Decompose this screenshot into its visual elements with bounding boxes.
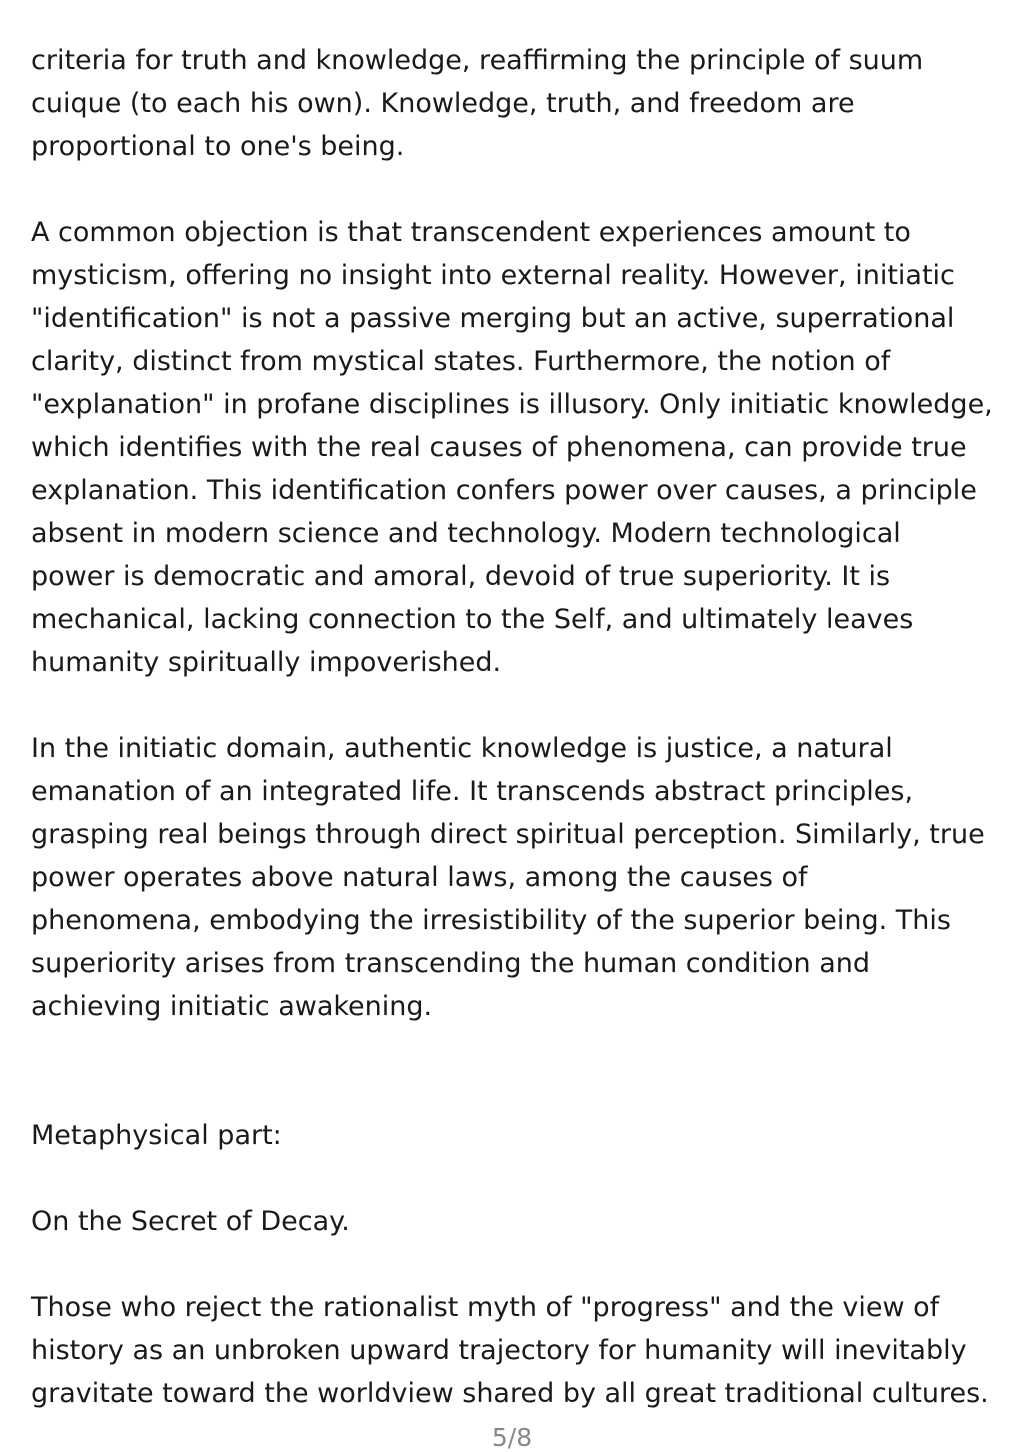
text-line: phenomena, embodying the irresistibility of the superior being. This (31, 905, 951, 936)
text-line: mysticism, offering no insight into external reality. However, initiatic (31, 260, 955, 291)
text-line: A common objection is that transcendent experiences amount to (31, 217, 911, 248)
text-line: achieving initiatic awakening. (31, 991, 433, 1022)
text-line: superiority arises from transcending the human condition and (31, 948, 871, 979)
text-line: history as an unbroken upward trajectory for humanity will inevitably (31, 1335, 967, 1366)
text-line: cuique (to each his own). Knowledge, truth, and freedom are (31, 88, 855, 119)
section-label (31, 1114, 997, 1157)
text-line: In the initiatic domain, authentic knowledge is justice, a natural (31, 733, 893, 764)
text-line: power operates above natural laws, among the causes of (31, 862, 808, 893)
text-line: proportional to one's being. (31, 131, 405, 162)
text-line: criteria for truth and knowledge, reaffirming the principle of suum (31, 45, 924, 76)
text-line: emanation of an integrated life. It transcends abstract principles, (31, 776, 914, 807)
text-line: explanation. This identification confers power over causes, a principle (31, 475, 977, 506)
text-line: grasping real beings through direct spiritual perception. Similarly, true (31, 819, 985, 850)
section-title (31, 1200, 997, 1243)
paragraph-suum-cuique (31, 39, 997, 168)
text-line: Those who reject the rationalist myth of "progress" and the view of (31, 1292, 940, 1323)
paragraph-common-objection (31, 211, 997, 684)
text-line: which identifies with the real causes of phenomena, can provide true (31, 432, 967, 463)
paragraph-initiatic-domain (31, 727, 997, 1028)
paragraph-spacer (31, 1157, 997, 1200)
section-spacer (31, 1028, 997, 1114)
section-title-text: On the Secret of Decay. (31, 1206, 350, 1237)
text-line: mechanical, lacking connection to the Self, and ultimately leaves (31, 604, 914, 635)
text-line: absent in modern science and technology. Modern technological (31, 518, 901, 549)
document-page (31, 39, 997, 1415)
text-line: gravitate toward the worldview shared by all great traditional cultures. (31, 1378, 989, 1409)
text-line: humanity spiritually impoverished. (31, 647, 502, 678)
page-indicator: 5/8 (491, 1423, 533, 1452)
text-line: "identification" is not a passive merging but an active, superrational (31, 303, 955, 334)
paragraph-spacer (31, 168, 997, 211)
section-label-text: Metaphysical part: (31, 1120, 282, 1151)
text-line: power is democratic and amoral, devoid of true superiority. It is (31, 561, 891, 592)
text-line: clarity, distinct from mystical states. Furthermore, the notion of (31, 346, 891, 377)
paragraph-progress-myth (31, 1286, 997, 1415)
paragraph-spacer (31, 684, 997, 727)
paragraph-spacer (31, 1243, 997, 1286)
text-line: "explanation" in profane disciplines is illusory. Only initiatic knowledge, (31, 389, 993, 420)
